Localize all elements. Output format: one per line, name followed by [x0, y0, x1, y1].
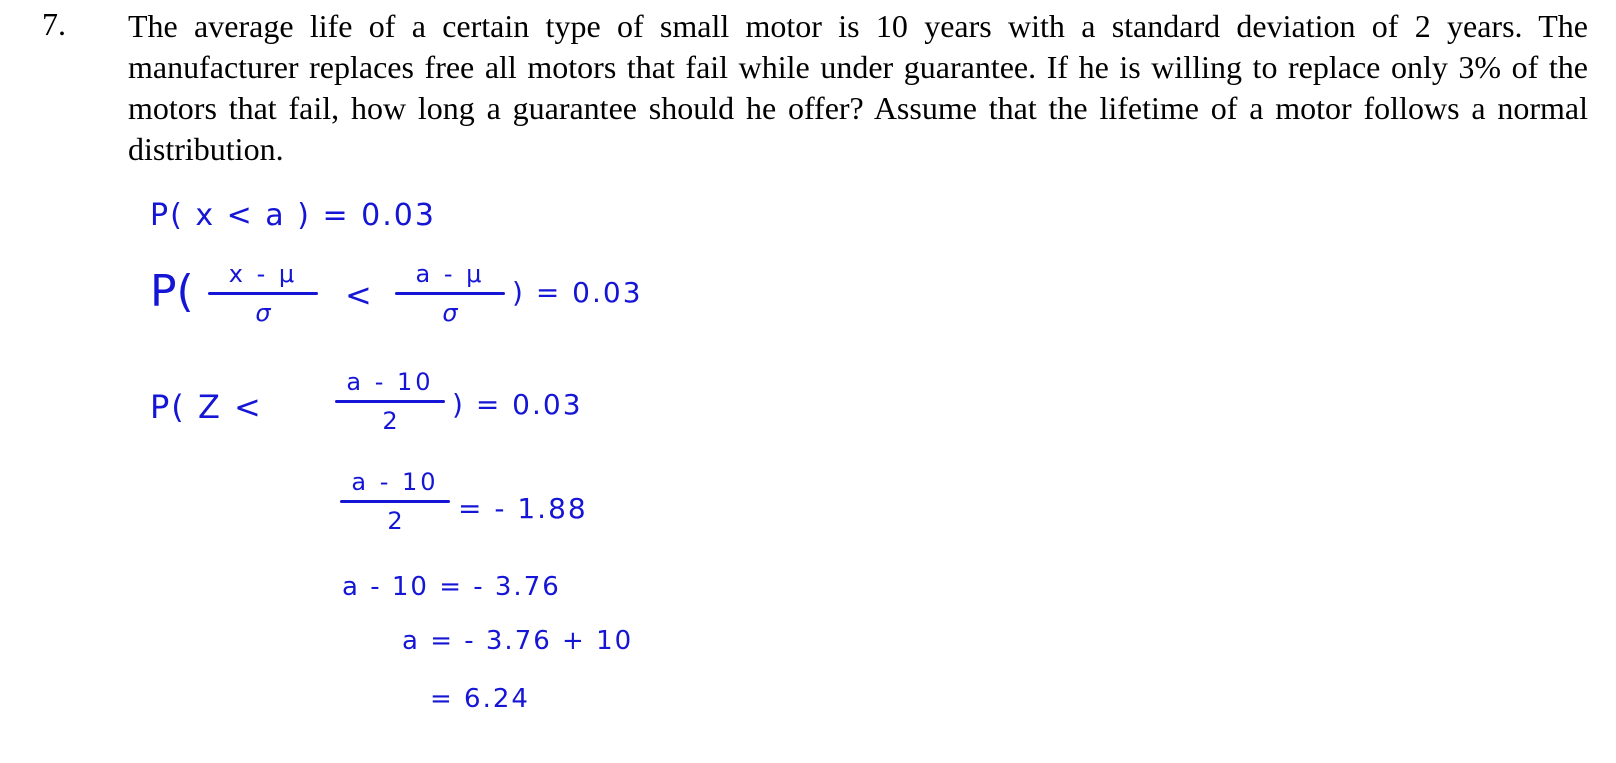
solution-line-2	[150, 250, 670, 340]
solution-line-6: a = - 3.76 + 10	[402, 626, 634, 656]
line2-left-fraction-bar	[208, 292, 318, 295]
problem-text: The average life of a certain type of small motor is 10 years with a standard deviation of 2 years. The manufacturer replaces free all motors that fail while under guarantee. If he is willing to replace only 3% of the motors that fail, how long a guarantee should he offer? Assume that the lifetime of a motor follows a normal distribution.	[128, 8, 1588, 167]
line3-numerator: a - 10	[346, 368, 434, 396]
line2-left-denominator: σ	[255, 299, 271, 327]
solution-line-7: = 6.24	[430, 684, 530, 714]
line2-right-fraction-bar	[395, 292, 505, 295]
line3-fraction	[335, 368, 445, 435]
line2-prefix: P(	[150, 266, 194, 317]
line4-fraction-bar	[340, 500, 450, 503]
line3-prefix: P( Z <	[150, 388, 263, 426]
problem-statement	[0, 0, 1616, 180]
line4-rhs: = - 1.88	[458, 492, 588, 525]
line3-fraction-bar	[335, 400, 445, 403]
line2-left-fraction	[208, 260, 318, 327]
solution-line-3	[150, 360, 670, 450]
handwritten-solution	[0, 180, 1616, 763]
line3-suffix: ) = 0.03	[452, 388, 583, 421]
line2-operator: <	[345, 276, 374, 314]
line2-right-numerator: a - μ	[415, 260, 485, 288]
solution-line-4	[340, 468, 640, 558]
line4-denominator: 2	[387, 507, 403, 535]
line4-numerator: a - 10	[351, 468, 439, 496]
line2-right-denominator: σ	[442, 299, 458, 327]
line3-denominator: 2	[382, 407, 398, 435]
line2-left-numerator: x - μ	[228, 260, 298, 288]
solution-line-1: P( x < a ) = 0.03	[150, 198, 436, 233]
problem-number: 7.	[42, 6, 66, 42]
solution-line-5: a - 10 = - 3.76	[342, 572, 561, 602]
line2-right-fraction	[395, 260, 505, 327]
line4-fraction	[340, 468, 450, 535]
line2-suffix: ) = 0.03	[512, 276, 643, 309]
